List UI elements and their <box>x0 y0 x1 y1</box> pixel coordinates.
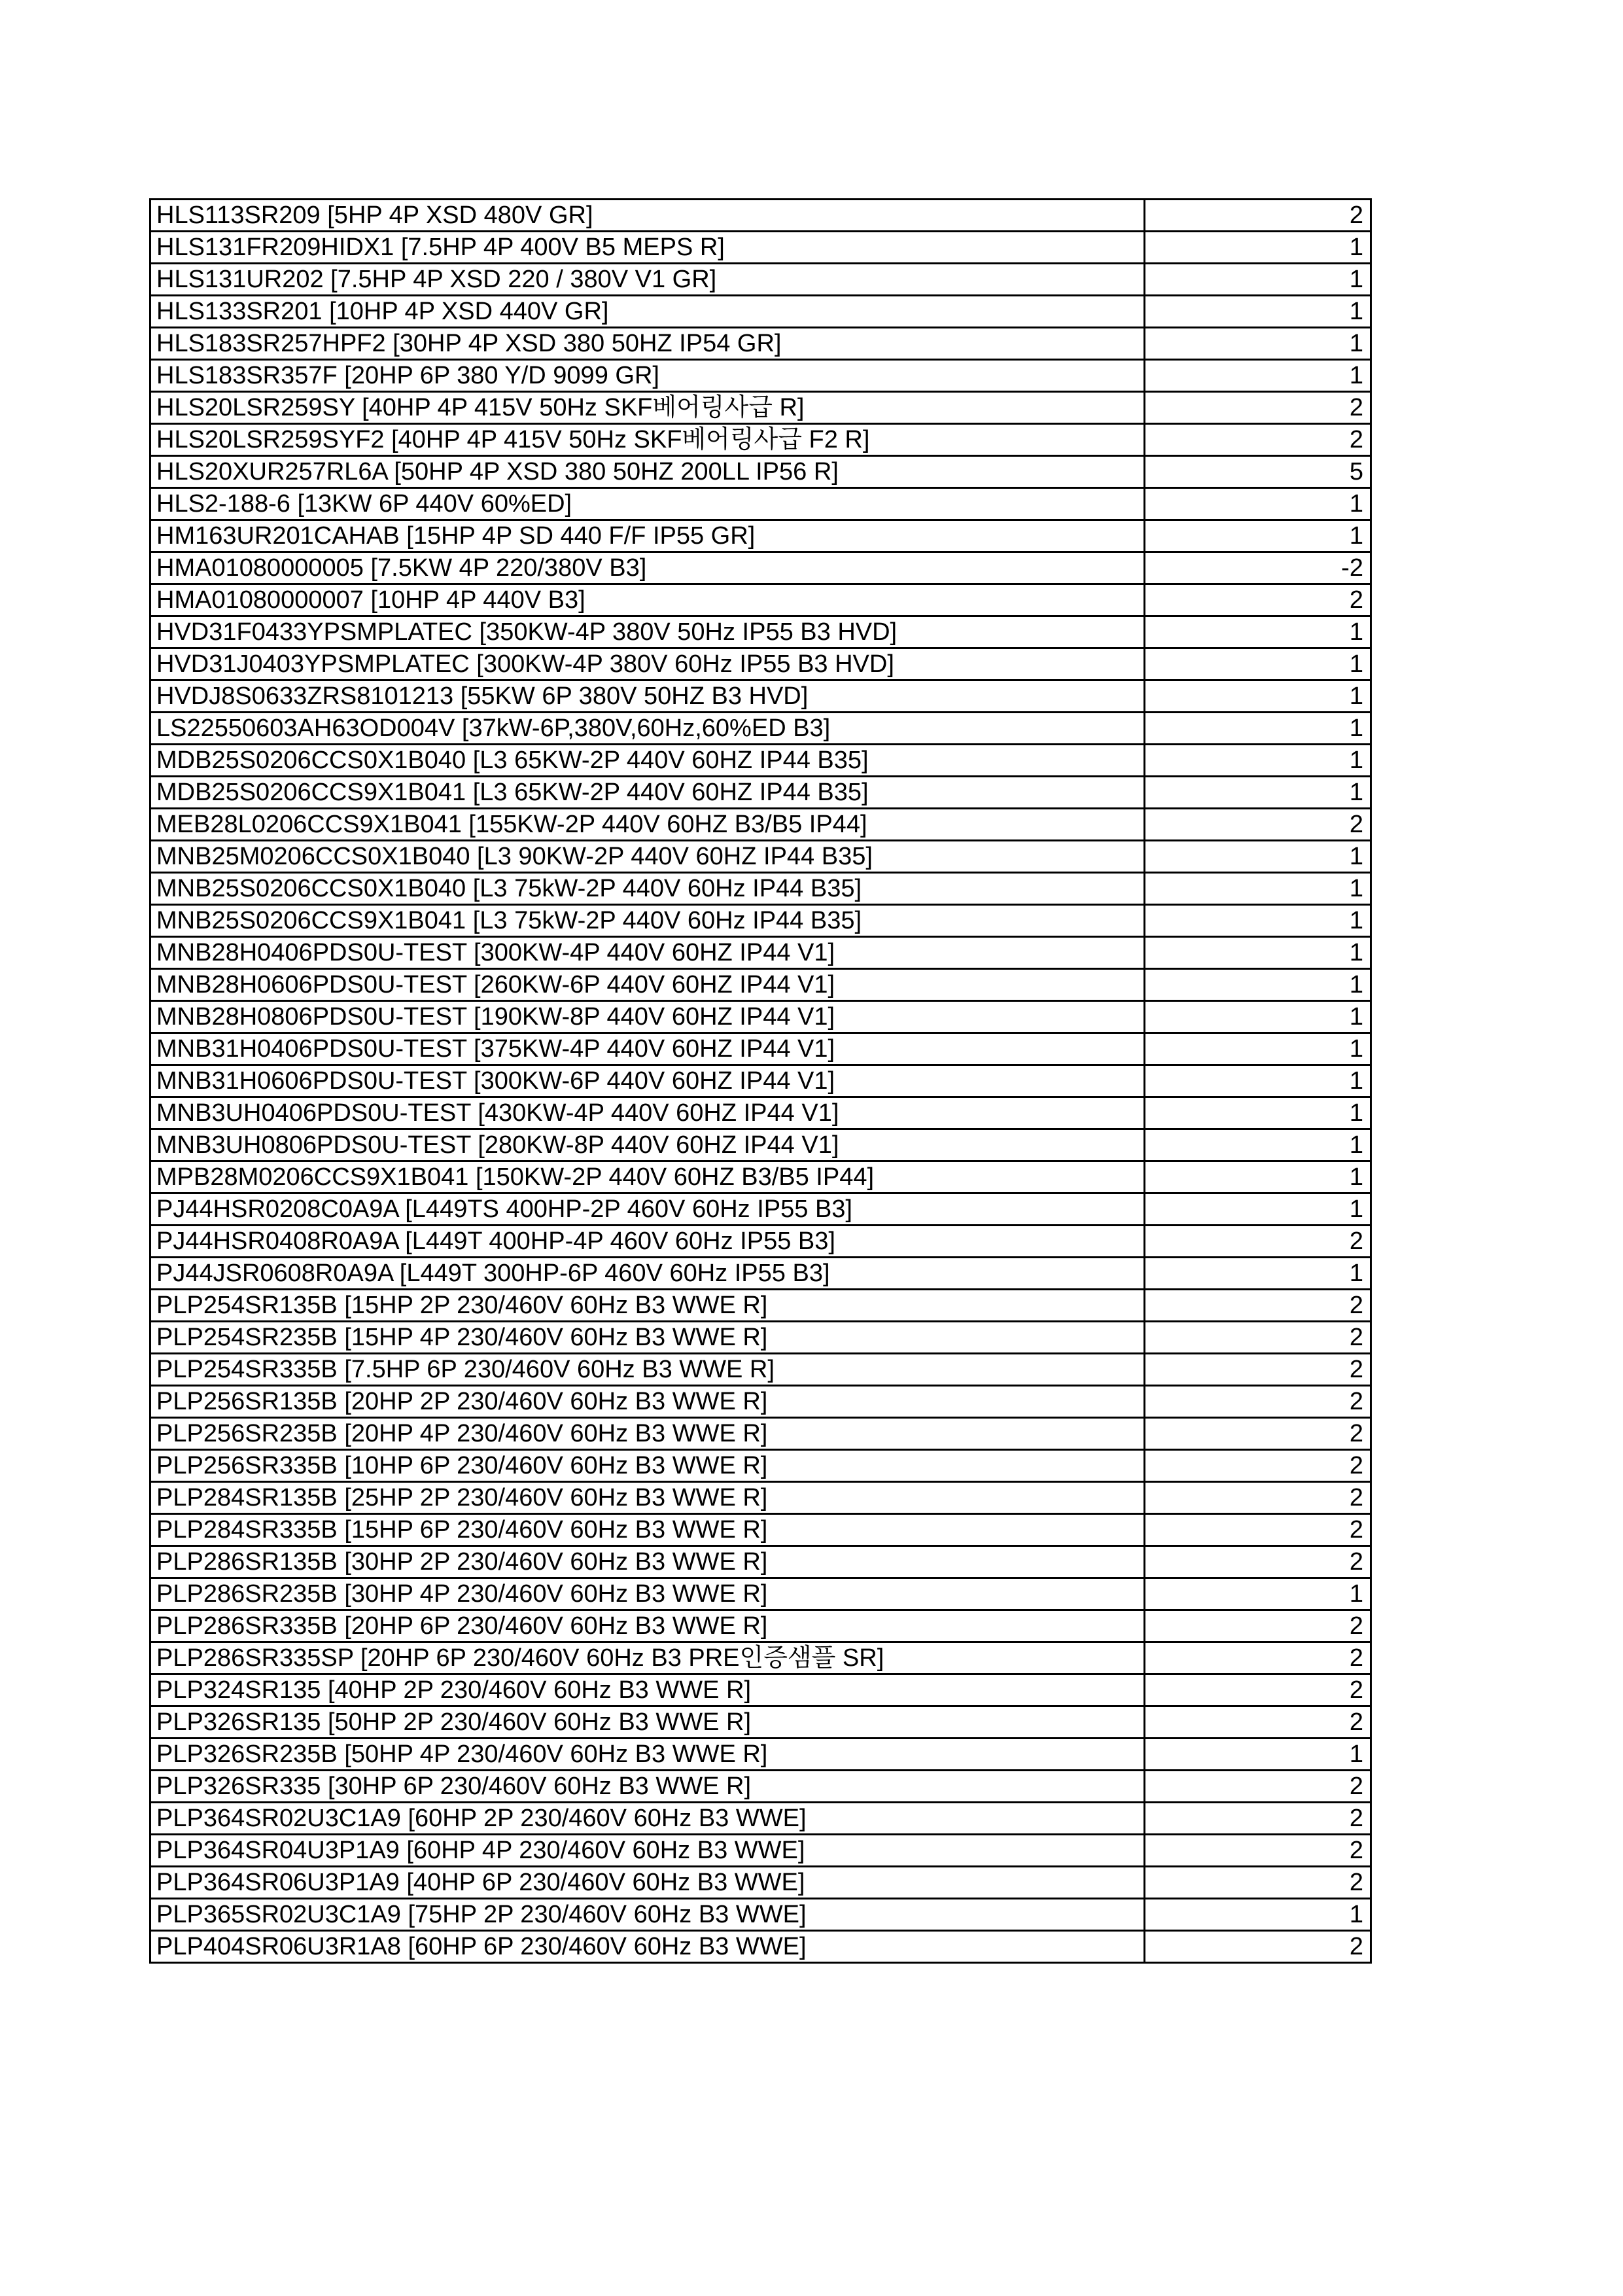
item-description-cell: HMA01080000007 [10HP 4P 440V B3] <box>150 584 1145 616</box>
quantity-cell: 1 <box>1145 680 1371 713</box>
table-row <box>150 809 1371 841</box>
item-description-cell: MNB28H0606PDS0U-TEST [260KW-6P 440V 60HZ IP44 V1] <box>150 969 1145 1001</box>
item-description-cell: HLS20XUR257RL6A [50HP 4P XSD 380 50HZ 200LL IP56 R] <box>150 456 1145 488</box>
item-description-cell: PLP286SR135B [30HP 2P 230/460V 60Hz B3 WWE R] <box>150 1546 1145 1578</box>
item-description-cell: PLP256SR235B [20HP 4P 230/460V 60Hz B3 WWE R] <box>150 1418 1145 1450</box>
quantity-cell: 1 <box>1145 905 1371 937</box>
quantity-cell: 1 <box>1145 1739 1371 1771</box>
table-row <box>150 1674 1371 1706</box>
quantity-cell: 1 <box>1145 1193 1371 1226</box>
item-description-cell: HLS20LSR259SY [40HP 4P 415V 50Hz SKF베어링사급 R] <box>150 392 1145 424</box>
quantity-cell: 1 <box>1145 713 1371 745</box>
table-row <box>150 1514 1371 1546</box>
item-description-cell: PLP286SR335SP [20HP 6P 230/460V 60Hz B3 PRE인증샘플 SR] <box>150 1642 1145 1674</box>
table-row <box>150 905 1371 937</box>
quantity-cell: 1 <box>1145 616 1371 648</box>
table-row <box>150 1001 1371 1033</box>
item-description-cell: HMA01080000005 [7.5KW 4P 220/380V B3] <box>150 552 1145 584</box>
item-description-cell: PLP326SR235B [50HP 4P 230/460V 60Hz B3 WWE R] <box>150 1739 1145 1771</box>
item-description-cell: PLP254SR335B [7.5HP 6P 230/460V 60Hz B3 WWE R] <box>150 1354 1145 1386</box>
item-description-cell: PLP324SR135 [40HP 2P 230/460V 60Hz B3 WWE R] <box>150 1674 1145 1706</box>
table-row <box>150 520 1371 552</box>
quantity-cell: 2 <box>1145 1674 1371 1706</box>
item-description-cell: PLP286SR335B [20HP 6P 230/460V 60Hz B3 WWE R] <box>150 1610 1145 1642</box>
quantity-cell: 2 <box>1145 1867 1371 1899</box>
item-description-cell: HLS113SR209 [5HP 4P XSD 480V GR] <box>150 200 1145 232</box>
quantity-cell: 2 <box>1145 584 1371 616</box>
table-row <box>150 1161 1371 1193</box>
quantity-cell: 2 <box>1145 1803 1371 1835</box>
table-row <box>150 1642 1371 1674</box>
quantity-cell: 2 <box>1145 1931 1371 1963</box>
quantity-cell: 1 <box>1145 232 1371 264</box>
quantity-cell: 1 <box>1145 969 1371 1001</box>
table-row <box>150 616 1371 648</box>
quantity-cell: 1 <box>1145 745 1371 777</box>
table-row <box>150 1739 1371 1771</box>
quantity-cell: 2 <box>1145 809 1371 841</box>
quantity-cell: 2 <box>1145 1771 1371 1803</box>
quantity-cell: 2 <box>1145 1354 1371 1386</box>
item-description-cell: PLP284SR335B [15HP 6P 230/460V 60Hz B3 WWE R] <box>150 1514 1145 1546</box>
table-row <box>150 1482 1371 1514</box>
table-row <box>150 1450 1371 1482</box>
item-description-cell: PLP365SR02U3C1A9 [75HP 2P 230/460V 60Hz B3 WWE] <box>150 1899 1145 1931</box>
item-description-cell: HVD31F0433YPSMPLATEC [350KW-4P 380V 50Hz IP55 B3 HVD] <box>150 616 1145 648</box>
item-description-cell: PLP254SR235B [15HP 4P 230/460V 60Hz B3 WWE R] <box>150 1322 1145 1354</box>
quantity-cell: 1 <box>1145 328 1371 360</box>
quantity-cell: 1 <box>1145 1899 1371 1931</box>
inventory-table-body <box>150 200 1371 1963</box>
item-description-cell: HLS133SR201 [10HP 4P XSD 440V GR] <box>150 296 1145 328</box>
item-description-cell: HLS20LSR259SYF2 [40HP 4P 415V 50Hz SKF베어링사급 F2 R] <box>150 424 1145 456</box>
quantity-cell: 1 <box>1145 777 1371 809</box>
quantity-cell: 2 <box>1145 1642 1371 1674</box>
quantity-cell: 2 <box>1145 1290 1371 1322</box>
item-description-cell: PLP326SR135 [50HP 2P 230/460V 60Hz B3 WWE R] <box>150 1706 1145 1739</box>
item-description-cell: HM163UR201CAHAB [15HP 4P SD 440 F/F IP55 GR] <box>150 520 1145 552</box>
quantity-cell: 2 <box>1145 1706 1371 1739</box>
table-row <box>150 841 1371 873</box>
quantity-cell: 1 <box>1145 648 1371 680</box>
table-row <box>150 1290 1371 1322</box>
item-description-cell: MDB25S0206CCS0X1B040 [L3 65KW-2P 440V 60HZ IP44 B35] <box>150 745 1145 777</box>
table-row <box>150 777 1371 809</box>
quantity-cell: 1 <box>1145 1578 1371 1610</box>
table-row <box>150 1835 1371 1867</box>
item-description-cell: PLP256SR135B [20HP 2P 230/460V 60Hz B3 WWE R] <box>150 1386 1145 1418</box>
quantity-cell: 1 <box>1145 488 1371 520</box>
table-row <box>150 296 1371 328</box>
item-description-cell: MNB25M0206CCS0X1B040 [L3 90KW-2P 440V 60HZ IP44 B35] <box>150 841 1145 873</box>
item-description-cell: PLP284SR135B [25HP 2P 230/460V 60Hz B3 WWE R] <box>150 1482 1145 1514</box>
quantity-cell: 2 <box>1145 1835 1371 1867</box>
table-row <box>150 232 1371 264</box>
item-description-cell: MNB25S0206CCS0X1B040 [L3 75kW-2P 440V 60Hz IP44 B35] <box>150 873 1145 905</box>
table-row <box>150 937 1371 969</box>
item-description-cell: PLP326SR335 [30HP 6P 230/460V 60Hz B3 WWE R] <box>150 1771 1145 1803</box>
quantity-cell: 2 <box>1145 1610 1371 1642</box>
item-description-cell: HVDJ8S0633ZRS8101213 [55KW 6P 380V 50HZ B3 HVD] <box>150 680 1145 713</box>
table-row <box>150 584 1371 616</box>
item-description-cell: PLP256SR335B [10HP 6P 230/460V 60Hz B3 WWE R] <box>150 1450 1145 1482</box>
table-row <box>150 1258 1371 1290</box>
item-description-cell: HLS183SR257HPF2 [30HP 4P XSD 380 50HZ IP54 GR] <box>150 328 1145 360</box>
quantity-cell: 1 <box>1145 1161 1371 1193</box>
quantity-cell: 2 <box>1145 1546 1371 1578</box>
item-description-cell: HVD31J0403YPSMPLATEC [300KW-4P 380V 60Hz IP55 B3 HVD] <box>150 648 1145 680</box>
table-row <box>150 1418 1371 1450</box>
quantity-cell: 2 <box>1145 1450 1371 1482</box>
quantity-cell: 1 <box>1145 1001 1371 1033</box>
table-row <box>150 1771 1371 1803</box>
item-description-cell: MNB28H0406PDS0U-TEST [300KW-4P 440V 60HZ IP44 V1] <box>150 937 1145 969</box>
table-row <box>150 1546 1371 1578</box>
table-row <box>150 1578 1371 1610</box>
quantity-cell: 2 <box>1145 1322 1371 1354</box>
quantity-cell: 1 <box>1145 1129 1371 1161</box>
item-description-cell: PJ44JSR0608R0A9A [L449T 300HP-6P 460V 60Hz IP55 B3] <box>150 1258 1145 1290</box>
item-description-cell: PLP364SR02U3C1A9 [60HP 2P 230/460V 60Hz B3 WWE] <box>150 1803 1145 1835</box>
quantity-cell: 1 <box>1145 937 1371 969</box>
table-row <box>150 200 1371 232</box>
item-description-cell: MEB28L0206CCS9X1B041 [155KW-2P 440V 60HZ B3/B5 IP44] <box>150 809 1145 841</box>
quantity-cell: 1 <box>1145 1033 1371 1065</box>
quantity-cell: 5 <box>1145 456 1371 488</box>
quantity-cell: 1 <box>1145 873 1371 905</box>
table-row <box>150 648 1371 680</box>
inventory-table <box>149 198 1372 1964</box>
table-row <box>150 969 1371 1001</box>
quantity-cell: 1 <box>1145 360 1371 392</box>
table-row <box>150 1065 1371 1097</box>
quantity-cell: 2 <box>1145 200 1371 232</box>
item-description-cell: MNB28H0806PDS0U-TEST [190KW-8P 440V 60HZ IP44 V1] <box>150 1001 1145 1033</box>
table-row <box>150 424 1371 456</box>
table-row <box>150 1322 1371 1354</box>
item-description-cell: PLP364SR06U3P1A9 [40HP 6P 230/460V 60Hz B3 WWE] <box>150 1867 1145 1899</box>
table-row <box>150 1033 1371 1065</box>
item-description-cell: HLS131UR202 [7.5HP 4P XSD 220 / 380V V1 GR] <box>150 264 1145 296</box>
quantity-cell: 1 <box>1145 1065 1371 1097</box>
quantity-cell: 1 <box>1145 1097 1371 1129</box>
table-row <box>150 360 1371 392</box>
quantity-cell: 2 <box>1145 1514 1371 1546</box>
item-description-cell: MNB3UH0806PDS0U-TEST [280KW-8P 440V 60HZ IP44 V1] <box>150 1129 1145 1161</box>
quantity-cell: 1 <box>1145 520 1371 552</box>
item-description-cell: LS22550603AH63OD004V [37kW-6P,380V,60Hz,60%ED B3] <box>150 713 1145 745</box>
item-description-cell: MPB28M0206CCS9X1B041 [150KW-2P 440V 60HZ B3/B5 IP44] <box>150 1161 1145 1193</box>
table-row <box>150 1803 1371 1835</box>
item-description-cell: PLP286SR235B [30HP 4P 230/460V 60Hz B3 WWE R] <box>150 1578 1145 1610</box>
table-row <box>150 1129 1371 1161</box>
table-row <box>150 745 1371 777</box>
quantity-cell: 1 <box>1145 296 1371 328</box>
quantity-cell: 2 <box>1145 1386 1371 1418</box>
table-row <box>150 1931 1371 1963</box>
item-description-cell: PJ44HSR0408R0A9A [L449T 400HP-4P 460V 60Hz IP55 B3] <box>150 1226 1145 1258</box>
table-row <box>150 680 1371 713</box>
table-row <box>150 392 1371 424</box>
quantity-cell: -2 <box>1145 552 1371 584</box>
quantity-cell: 2 <box>1145 1482 1371 1514</box>
item-description-cell: PJ44HSR0208C0A9A [L449TS 400HP-2P 460V 60Hz IP55 B3] <box>150 1193 1145 1226</box>
item-description-cell: MNB31H0606PDS0U-TEST [300KW-6P 440V 60HZ IP44 V1] <box>150 1065 1145 1097</box>
quantity-cell: 1 <box>1145 264 1371 296</box>
item-description-cell: PLP254SR135B [15HP 2P 230/460V 60Hz B3 WWE R] <box>150 1290 1145 1322</box>
table-row <box>150 1097 1371 1129</box>
table-row <box>150 1899 1371 1931</box>
table-row <box>150 1706 1371 1739</box>
table-row <box>150 456 1371 488</box>
quantity-cell: 1 <box>1145 841 1371 873</box>
item-description-cell: PLP404SR06U3R1A8 [60HP 6P 230/460V 60Hz B3 WWE] <box>150 1931 1145 1963</box>
table-row <box>150 713 1371 745</box>
quantity-cell: 1 <box>1145 1258 1371 1290</box>
table-row <box>150 264 1371 296</box>
item-description-cell: MNB25S0206CCS9X1B041 [L3 75kW-2P 440V 60Hz IP44 B35] <box>150 905 1145 937</box>
quantity-cell: 2 <box>1145 392 1371 424</box>
table-row <box>150 1354 1371 1386</box>
item-description-cell: HLS2-188-6 [13KW 6P 440V 60%ED] <box>150 488 1145 520</box>
item-description-cell: PLP364SR04U3P1A9 [60HP 4P 230/460V 60Hz B3 WWE] <box>150 1835 1145 1867</box>
item-description-cell: MNB31H0406PDS0U-TEST [375KW-4P 440V 60HZ IP44 V1] <box>150 1033 1145 1065</box>
item-description-cell: MNB3UH0406PDS0U-TEST [430KW-4P 440V 60HZ IP44 V1] <box>150 1097 1145 1129</box>
table-row <box>150 552 1371 584</box>
table-row <box>150 1610 1371 1642</box>
item-description-cell: MDB25S0206CCS9X1B041 [L3 65KW-2P 440V 60HZ IP44 B35] <box>150 777 1145 809</box>
item-description-cell: HLS131FR209HIDX1 [7.5HP 4P 400V B5 MEPS R] <box>150 232 1145 264</box>
table-row <box>150 873 1371 905</box>
table-row <box>150 1226 1371 1258</box>
table-row <box>150 1867 1371 1899</box>
item-description-cell: HLS183SR357F [20HP 6P 380 Y/D 9099 GR] <box>150 360 1145 392</box>
quantity-cell: 2 <box>1145 1418 1371 1450</box>
table-row <box>150 1193 1371 1226</box>
table-row <box>150 1386 1371 1418</box>
table-row <box>150 488 1371 520</box>
quantity-cell: 2 <box>1145 1226 1371 1258</box>
table-row <box>150 328 1371 360</box>
quantity-cell: 2 <box>1145 424 1371 456</box>
